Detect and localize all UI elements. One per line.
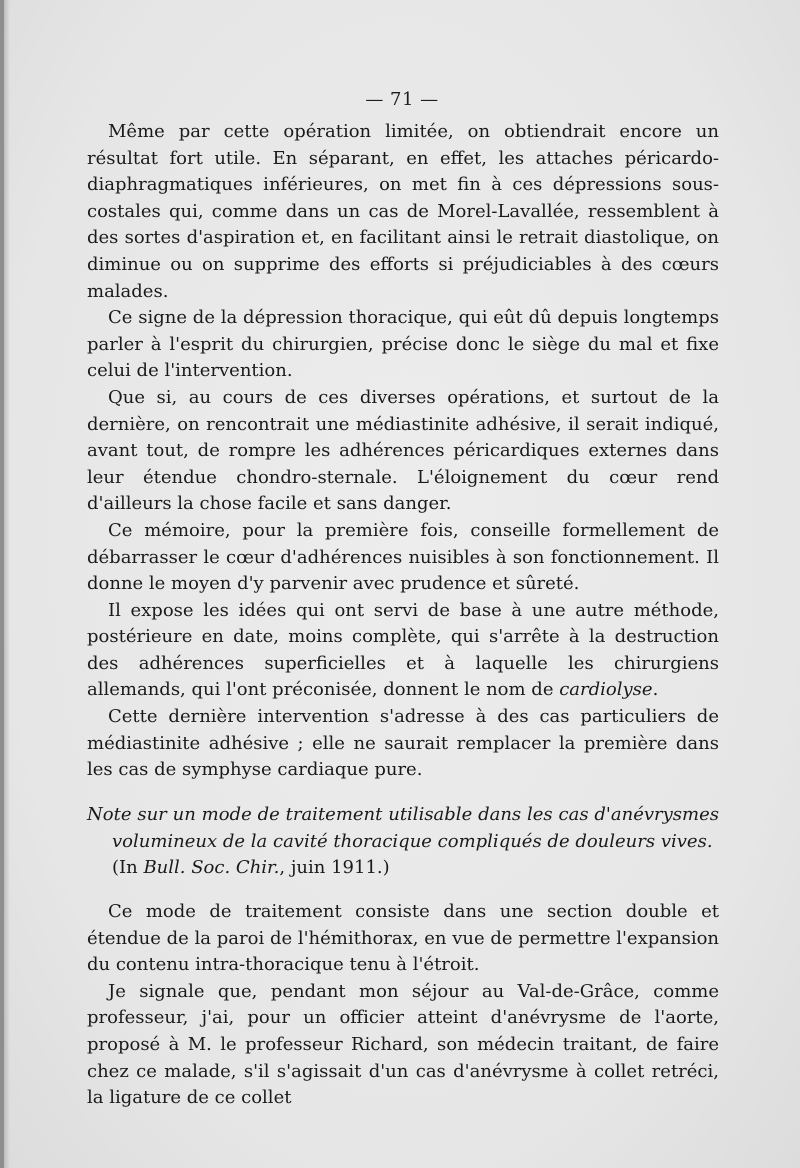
paragraph-text-end: .: [652, 679, 659, 701]
paragraph: Même par cette opération limitée, on obtiendrait encore un résultat fort utile. En séparant, en effet, les attaches péricardo-diaphragmatiques inférieures, on met fin à ces dépressions sous-costales qui, comme dans un cas de Morel-Lavallée, ressemblent à des sortes d'aspiration et, en facilitant ainsi le retrait diastolique, on diminue ou on supprime des efforts si préjudiciables à des cœurs malades.: [87, 121, 719, 302]
document-page: [4, 0, 800, 1168]
italic-term: cardiolyse: [559, 679, 653, 701]
paragraph: [87, 598, 719, 704]
note-heading: [87, 802, 719, 882]
paragraph: Ce mémoire, pour la première fois, conseille formellement de débarrasser le cœur d'adhérences nuisibles à son fonctionnement. Il donne le moyen d'y parvenir avec prudence et sûreté.: [87, 519, 719, 595]
main-text: [87, 119, 719, 784]
paragraph: Ce signe de la dépression thoracique, qui eût dû depuis longtemps parler à l'esprit du chirurgien, précise donc le siège du mal et fixe celui de l'intervention.: [87, 307, 719, 382]
paragraph-text: Il expose les idées qui ont servi de base à une autre méthode, postérieure en date, moins complète, qui s'arrête à la destruction des adhérences superficielles et à laquelle les chirurgiens allemands, qui l'ont préconisée, donnent le nom de: [87, 599, 719, 701]
citation-close: , juin 1911.): [279, 857, 390, 879]
paragraph: Je signale que, pendant mon séjour au Val-de-Grâce, comme professeur, j'ai, pour un officier atteint d'anévrysme de l'aorte, proposé à M. le professeur Richard, son médecin traitant, de faire chez ce malade, s'il s'agissait d'un cas d'anévrysme à collet retréci, la ligature de ce collet: [87, 980, 719, 1109]
paragraph: Cette dernière intervention s'adresse à des cas particuliers de médiastinite adhésive ; elle ne saurait remplacer la première dans les cas de symphyse cardiaque pure.: [87, 706, 719, 781]
citation-open: (In: [112, 857, 144, 879]
paragraph: Que si, au cours de ces diverses opérations, et surtout de la dernière, on rencontrait une médiastinite adhésive, il serait indiqué, avant tout, de rompre les adhérences péricardiques externes dans leur étendue chondro-sternale. L'éloignement du cœur rend d'ailleurs la chose facile et sans danger.: [87, 386, 719, 515]
paragraph: Ce mode de traitement consiste dans une section double et étendue de la paroi de l'hémithorax, en vue de permettre l'expansion du contenu intra-thoracique tenu à l'étroit.: [87, 901, 719, 976]
citation-journal: Bull. Soc. Chir.: [143, 857, 280, 879]
page-number: — 71 —: [365, 89, 439, 110]
note-title: Note sur un mode de traitement utilisable dans les cas d'anévrysmes volumineux de la cavité thoracique compliqués de douleurs vives.: [87, 804, 719, 852]
note-heading-paragraph: [87, 802, 719, 882]
note-text: [87, 899, 719, 1112]
